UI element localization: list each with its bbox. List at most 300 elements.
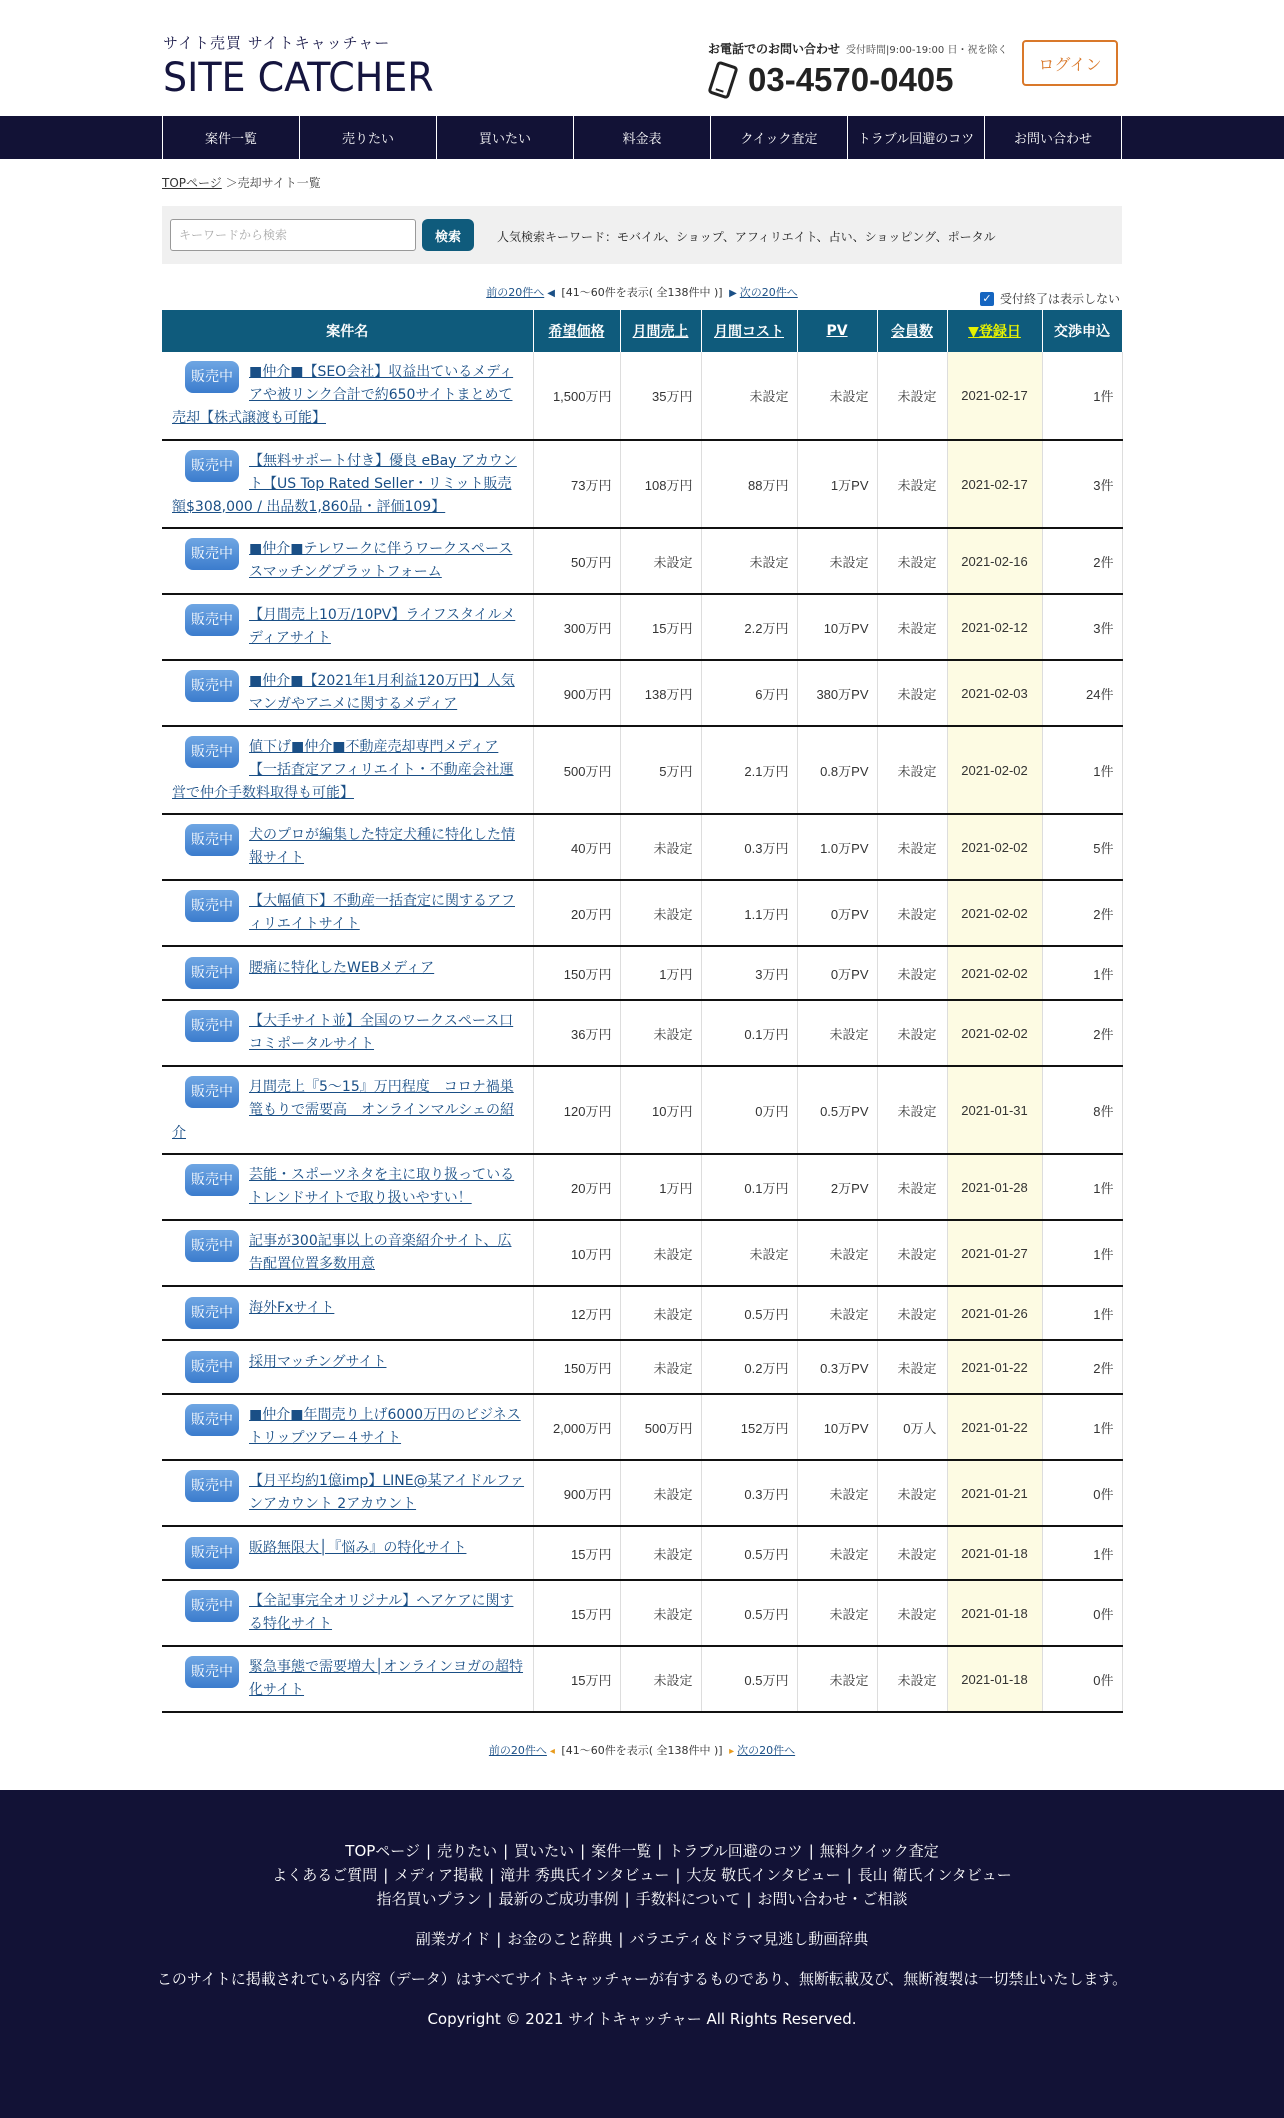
hide-ended-label: 受付終了は表示しない <box>1000 292 1121 306</box>
site-logo[interactable] <box>163 32 448 101</box>
pv-cell: 未設定 <box>797 1646 877 1712</box>
nav-item[interactable]: 料金表 <box>574 116 711 159</box>
listing-title-link[interactable]: 【月間売上10万/10PV】ライフスタイルメディアサイト <box>249 607 516 646</box>
offers-cell: 0件 <box>1042 1646 1122 1712</box>
listing-name-cell <box>162 1580 533 1646</box>
listing-title-link[interactable]: 犬のプロが編集した特定犬種に特化した情報サイト <box>249 827 515 866</box>
pv-cell: 2万PV <box>797 1154 877 1220</box>
pv-cell: 未設定 <box>797 1000 877 1066</box>
pv-cell: 0万PV <box>797 946 877 1000</box>
table-row <box>162 946 1122 1000</box>
pv-cell: 0万PV <box>797 880 877 946</box>
table-header-row <box>162 310 1122 352</box>
sales-cell: 10万円 <box>620 1066 701 1154</box>
listing-title-link[interactable]: 【全記事完全オリジナル】ヘアケアに関する特化サイト <box>249 1593 514 1632</box>
price-cell: 900万円 <box>533 660 620 726</box>
footer-separator: | <box>808 1842 814 1860</box>
nav-item[interactable]: クイック査定 <box>711 116 848 159</box>
status-badge[interactable]: 販売中 <box>185 1164 239 1196</box>
footer-separator: | <box>675 1866 681 1884</box>
footer-links-2 <box>0 1864 1284 1885</box>
pager-info: [41～60件を表示( 全138件中 )] <box>561 286 723 299</box>
price-cell: 15万円 <box>533 1526 620 1580</box>
offers-cell: 1件 <box>1042 1394 1122 1460</box>
offers-cell: 2件 <box>1042 1000 1122 1066</box>
members-cell: 未設定 <box>877 946 947 1000</box>
popular-keywords: 人気検索キーワード：モバイル、ショップ、アフィリエイト、占い、ショッピング、ポータル <box>497 230 996 244</box>
contact-label-line <box>708 40 1008 57</box>
phone-number[interactable]: 03-4570-0405 <box>748 61 954 98</box>
table-row <box>162 726 1122 814</box>
status-badge[interactable]: 販売中 <box>185 957 239 989</box>
cost-cell: 未設定 <box>701 528 797 594</box>
members-cell: 未設定 <box>877 1066 947 1154</box>
footer-copyright: Copyright © 2021 サイトキャッチャー All Rights Reserved. <box>427 2010 857 2028</box>
col-pv-header[interactable] <box>797 310 877 352</box>
listing-title-link[interactable]: 腰痛に特化したWEBメディア <box>249 960 435 976</box>
members-cell: 未設定 <box>877 1580 947 1646</box>
cost-cell: 0万円 <box>701 1066 797 1154</box>
cost-cell: 0.5万円 <box>701 1580 797 1646</box>
listing-name-cell <box>162 528 533 594</box>
table-row <box>162 528 1122 594</box>
pv-cell: 0.5万PV <box>797 1066 877 1154</box>
members-cell: 未設定 <box>877 352 947 440</box>
col-date-header[interactable] <box>947 310 1042 352</box>
date-cell: 2021-02-17 <box>947 440 1042 528</box>
cost-cell: 3万円 <box>701 946 797 1000</box>
footer-link[interactable]: トラブル回避のコツ <box>668 1842 803 1860</box>
sales-cell: 未設定 <box>620 1286 701 1340</box>
footer-links-3 <box>0 1888 1284 1909</box>
price-cell: 73万円 <box>533 440 620 528</box>
status-badge[interactable]: 販売中 <box>185 1076 239 1108</box>
sales-cell: 未設定 <box>620 1526 701 1580</box>
table-row <box>162 594 1122 660</box>
status-badge[interactable]: 販売中 <box>185 670 239 702</box>
table-row <box>162 660 1122 726</box>
sales-cell: 未設定 <box>620 528 701 594</box>
members-cell: 未設定 <box>877 880 947 946</box>
pager-prev-link[interactable]: 前の20件へ <box>486 286 545 299</box>
sales-cell: 1万円 <box>620 946 701 1000</box>
footer-separator: | <box>487 1890 493 1908</box>
listing-name-cell <box>162 1000 533 1066</box>
nav-item[interactable]: 売りたい <box>300 116 437 159</box>
cost-cell: 0.3万円 <box>701 1460 797 1526</box>
table-row <box>162 1580 1122 1646</box>
site-header <box>0 0 1284 116</box>
listing-name-cell <box>162 352 533 440</box>
pv-cell: 0.3万PV <box>797 1340 877 1394</box>
cost-cell: 2.1万円 <box>701 726 797 814</box>
footer-link[interactable]: 買いたい <box>514 1842 575 1860</box>
listing-name-cell <box>162 880 533 946</box>
sort-pv-link[interactable]: PV <box>826 323 848 339</box>
footer-link[interactable]: お問い合わせ・ご相談 <box>757 1890 908 1908</box>
global-nav <box>0 116 1284 159</box>
listing-title-link[interactable]: ■仲介■年間売り上げ6000万円のビジネストリップツアー４サイト <box>249 1407 521 1446</box>
table-row <box>162 1526 1122 1580</box>
price-cell: 1,500万円 <box>533 352 620 440</box>
price-cell: 10万円 <box>533 1220 620 1286</box>
pv-cell: 1万PV <box>797 440 877 528</box>
status-badge[interactable]: 販売中 <box>185 1656 239 1688</box>
price-cell: 900万円 <box>533 1460 620 1526</box>
pager-top <box>162 284 1122 300</box>
offers-cell: 1件 <box>1042 1286 1122 1340</box>
listing-title-link[interactable]: ■仲介■テレワークに伴うワークスペーススマッチングプラットフォーム <box>249 541 513 580</box>
pager-info-bottom: [41～60件を表示( 全138件中 )] <box>561 1744 723 1757</box>
footer-links-4 <box>0 1928 1284 1949</box>
footer-link[interactable]: 無料クイック査定 <box>819 1842 939 1860</box>
checkbox-checked-icon[interactable]: ✓ <box>980 292 994 306</box>
listing-title-link[interactable]: 記事が300記事以上の音楽紹介サイト、広告配置位置多数用意 <box>249 1233 512 1272</box>
status-badge[interactable]: 販売中 <box>185 1470 239 1502</box>
footer-notice: このサイトに掲載されている内容（データ）はすべてサイトキャッチャーが有するものであり、無断転載及び、無断複製は一切禁止いたします。 <box>156 1970 1128 1988</box>
next-arrow-icon: ▶ <box>729 288 737 299</box>
cost-cell: 6万円 <box>701 660 797 726</box>
footer-separator: | <box>580 1842 586 1860</box>
status-badge[interactable]: 販売中 <box>185 736 239 768</box>
col-sales-header[interactable] <box>620 310 701 352</box>
cost-cell: 0.5万円 <box>701 1286 797 1340</box>
members-cell: 未設定 <box>877 1460 947 1526</box>
footer-link[interactable]: 指名買いプラン <box>376 1890 482 1908</box>
col-members-header[interactable] <box>877 310 947 352</box>
pv-cell: 未設定 <box>797 1526 877 1580</box>
sales-cell: 108万円 <box>620 440 701 528</box>
price-cell: 20万円 <box>533 880 620 946</box>
listing-title-link[interactable]: 【大幅値下】不動産一括査定に関するアフィリエイトサイト <box>249 893 515 932</box>
offers-cell: 0件 <box>1042 1580 1122 1646</box>
date-cell: 2021-01-22 <box>947 1340 1042 1394</box>
cost-cell: 152万円 <box>701 1394 797 1460</box>
breadcrumb <box>162 174 321 191</box>
table-row <box>162 1394 1122 1460</box>
listing-name-cell <box>162 1460 533 1526</box>
search-button[interactable]: 検索 <box>422 219 474 251</box>
phone-row <box>708 61 1008 99</box>
listing-title-link[interactable]: 【無料サポート付き】優良 eBay アカウント【US Top Rated Seller・リミット販売額$308,000 / 出品数1,860品・評価109】 <box>172 452 517 515</box>
date-cell: 2021-02-03 <box>947 660 1042 726</box>
site-footer <box>0 1790 1284 2118</box>
cost-cell: 2.2万円 <box>701 594 797 660</box>
sort-sales-link[interactable]: 月間売上 <box>632 324 689 340</box>
price-cell: 150万円 <box>533 946 620 1000</box>
sales-cell: 35万円 <box>620 352 701 440</box>
footer-link[interactable]: バラエティ＆ドラマ見逃し動画辞典 <box>629 1930 869 1948</box>
sales-cell: 500万円 <box>620 1394 701 1460</box>
date-cell: 2021-01-18 <box>947 1646 1042 1712</box>
footer-link[interactable]: 副業ガイド <box>415 1930 491 1948</box>
price-cell: 300万円 <box>533 594 620 660</box>
listing-name-cell <box>162 1154 533 1220</box>
pager-next-link[interactable]: 次の20件へ <box>739 286 798 299</box>
date-cell: 2021-02-02 <box>947 1000 1042 1066</box>
price-cell: 2,000万円 <box>533 1394 620 1460</box>
offers-cell: 2件 <box>1042 1340 1122 1394</box>
price-cell: 12万円 <box>533 1286 620 1340</box>
status-badge[interactable]: 販売中 <box>185 450 239 482</box>
listing-title-link[interactable]: 月間売上『5〜15』万円程度 コロナ禍巣篭もりで需要高 オンラインマルシェの紹介 <box>172 1078 514 1141</box>
table-row <box>162 1646 1122 1712</box>
pv-cell: 未設定 <box>797 1460 877 1526</box>
listing-title-link[interactable]: ■仲介■【2021年1月利益120万円】人気マンガやアニメに関するメディア <box>249 673 515 712</box>
global-nav-items <box>162 116 1122 159</box>
listing-title-link[interactable]: 海外Fxサイト <box>249 1300 335 1316</box>
listing-name-cell <box>162 1340 533 1394</box>
nav-item[interactable]: 案件一覧 <box>163 116 300 159</box>
contact-block <box>708 40 1008 99</box>
members-cell: 未設定 <box>877 594 947 660</box>
nav-item[interactable]: 買いたい <box>437 116 574 159</box>
sort-price-link[interactable]: 希望価格 <box>548 324 605 340</box>
col-name-header: 案件名 <box>162 310 533 352</box>
cost-cell: 88万円 <box>701 440 797 528</box>
cost-cell: 0.5万円 <box>701 1526 797 1580</box>
price-cell: 500万円 <box>533 726 620 814</box>
search-box <box>162 206 1122 264</box>
listing-title-link[interactable]: 【月平均約1億imp】LINE@某アイドルファンアカウント 2アカウント <box>249 1473 525 1512</box>
price-cell: 50万円 <box>533 528 620 594</box>
listing-name-cell <box>162 1646 533 1712</box>
footer-link[interactable]: 最新のご成功事例 <box>498 1890 619 1908</box>
date-cell: 2021-01-18 <box>947 1526 1042 1580</box>
members-cell: 未設定 <box>877 726 947 814</box>
status-badge[interactable]: 販売中 <box>185 1010 239 1042</box>
phone-icon <box>707 60 738 99</box>
cost-cell: 未設定 <box>701 1220 797 1286</box>
cost-cell: 0.2万円 <box>701 1340 797 1394</box>
search-input[interactable] <box>170 219 416 251</box>
listing-title-link[interactable]: 緊急事態で需要増大│オンラインヨガの超特化サイト <box>249 1659 524 1698</box>
members-cell: 未設定 <box>877 1646 947 1712</box>
table-row <box>162 1154 1122 1220</box>
date-cell: 2021-02-02 <box>947 726 1042 814</box>
members-cell: 未設定 <box>877 1220 947 1286</box>
logo-subtitle: サイト売買 サイトキャッチャー <box>163 34 391 52</box>
footer-link[interactable]: よくあるご質問 <box>272 1866 378 1884</box>
breadcrumb-home[interactable]: TOPページ <box>162 176 222 190</box>
table-row <box>162 1000 1122 1066</box>
price-cell: 15万円 <box>533 1580 620 1646</box>
footer-link[interactable]: メディア掲載 <box>394 1866 484 1884</box>
nav-item[interactable]: お問い合わせ <box>985 116 1122 159</box>
sales-cell: 未設定 <box>620 1646 701 1712</box>
listing-name-cell <box>162 946 533 1000</box>
date-cell: 2021-01-22 <box>947 1394 1042 1460</box>
prev-arrow-icon: ◀ <box>547 288 555 299</box>
table-row <box>162 814 1122 880</box>
sort-date-link[interactable]: ▼登録日 <box>968 324 1021 340</box>
footer-link[interactable]: 滝井 秀典氏インタビュー <box>500 1866 670 1884</box>
prev-arrow-icon: ◂ <box>549 1746 555 1757</box>
offers-cell: 1件 <box>1042 726 1122 814</box>
pv-cell: 10万PV <box>797 1394 877 1460</box>
sales-cell: 15万円 <box>620 594 701 660</box>
footer-link[interactable]: TOPページ <box>345 1842 420 1860</box>
table-row <box>162 1340 1122 1394</box>
sales-cell: 未設定 <box>620 1340 701 1394</box>
pv-cell: 未設定 <box>797 1580 877 1646</box>
status-badge[interactable]: 販売中 <box>185 1590 239 1622</box>
footer-link[interactable]: お金のこと辞典 <box>507 1930 613 1948</box>
status-badge[interactable]: 販売中 <box>185 1404 239 1436</box>
date-cell: 2021-02-02 <box>947 880 1042 946</box>
pv-cell: 10万PV <box>797 594 877 660</box>
date-cell: 2021-02-02 <box>947 946 1042 1000</box>
members-cell: 0万人 <box>877 1394 947 1460</box>
members-cell: 未設定 <box>877 1154 947 1220</box>
offers-cell: 1件 <box>1042 1526 1122 1580</box>
pv-cell: 380万PV <box>797 660 877 726</box>
footer-separator: | <box>746 1890 752 1908</box>
sales-cell: 未設定 <box>620 1000 701 1066</box>
listing-name-cell <box>162 1220 533 1286</box>
pager-prev-link-bottom[interactable]: 前の20件へ <box>488 1744 547 1757</box>
status-badge[interactable]: 販売中 <box>185 1297 239 1329</box>
members-cell: 未設定 <box>877 528 947 594</box>
table-row <box>162 352 1122 440</box>
status-badge[interactable]: 販売中 <box>185 1537 239 1569</box>
offers-cell: 2件 <box>1042 528 1122 594</box>
col-price-header[interactable] <box>533 310 620 352</box>
sales-cell: 5万円 <box>620 726 701 814</box>
listing-title-link[interactable]: 採用マッチングサイト <box>249 1354 387 1370</box>
offers-cell: 24件 <box>1042 660 1122 726</box>
offers-cell: 1件 <box>1042 1220 1122 1286</box>
price-cell: 150万円 <box>533 1340 620 1394</box>
col-offers-header: 交渉申込 <box>1042 310 1122 352</box>
nav-item[interactable]: トラブル回避のコツ <box>848 116 985 159</box>
date-cell: 2021-01-18 <box>947 1580 1042 1646</box>
pv-cell: 未設定 <box>797 528 877 594</box>
listing-title-link[interactable]: 値下げ■仲介■不動産売却専門メディア【一括査定アフィリエイト・不動産会社運営で仲介手数料取得も可能】 <box>172 738 514 801</box>
price-cell: 15万円 <box>533 1646 620 1712</box>
footer-separator: | <box>657 1842 663 1860</box>
pv-cell: 1.0万PV <box>797 814 877 880</box>
listing-table-body <box>162 352 1122 1712</box>
pager-bottom <box>162 1742 1122 1758</box>
footer-separator: | <box>426 1842 432 1860</box>
status-badge[interactable]: 販売中 <box>185 361 239 393</box>
footer-separator: | <box>624 1890 630 1908</box>
cost-cell: 0.1万円 <box>701 1000 797 1066</box>
status-badge[interactable]: 販売中 <box>185 604 239 636</box>
date-cell: 2021-01-21 <box>947 1460 1042 1526</box>
login-button[interactable]: ログイン <box>1022 40 1118 86</box>
date-cell: 2021-01-28 <box>947 1154 1042 1220</box>
date-cell: 2021-02-12 <box>947 594 1042 660</box>
col-cost-header[interactable] <box>701 310 797 352</box>
pv-cell: 未設定 <box>797 352 877 440</box>
offers-cell: 3件 <box>1042 594 1122 660</box>
table-row <box>162 1220 1122 1286</box>
date-cell: 2021-02-16 <box>947 528 1042 594</box>
listing-title-link[interactable]: 【大手サイト並】全国のワークスペース口コミポータルサイト <box>249 1013 514 1052</box>
pv-cell: 0.8万PV <box>797 726 877 814</box>
footer-link[interactable]: 案件一覧 <box>591 1842 652 1860</box>
hide-ended-toggle[interactable] <box>980 290 1120 307</box>
members-cell: 未設定 <box>877 1340 947 1394</box>
footer-link[interactable]: 手数料について <box>635 1890 741 1908</box>
sort-members-link[interactable]: 会員数 <box>891 324 933 340</box>
footer-separator: | <box>489 1866 495 1884</box>
offers-cell: 5件 <box>1042 814 1122 880</box>
status-badge[interactable]: 販売中 <box>185 824 239 856</box>
cost-cell: 0.3万円 <box>701 814 797 880</box>
date-cell: 2021-01-31 <box>947 1066 1042 1154</box>
breadcrumb-current: ＞売却サイト一覧 <box>225 176 321 190</box>
date-cell: 2021-01-27 <box>947 1220 1042 1286</box>
listing-name-cell <box>162 726 533 814</box>
offers-cell: 8件 <box>1042 1066 1122 1154</box>
next-arrow-icon: ▸ <box>729 1746 735 1757</box>
sales-cell: 未設定 <box>620 1220 701 1286</box>
date-cell: 2021-01-26 <box>947 1286 1042 1340</box>
logo-title: SITE CATCHER <box>163 55 434 101</box>
listing-name-cell <box>162 1066 533 1154</box>
cost-cell: 1.1万円 <box>701 880 797 946</box>
members-cell: 未設定 <box>877 1286 947 1340</box>
footer-link[interactable]: 長山 衛氏インタビュー <box>857 1866 1012 1884</box>
listing-name-cell <box>162 1286 533 1340</box>
sales-cell: 138万円 <box>620 660 701 726</box>
footer-separator: | <box>496 1930 502 1948</box>
price-cell: 40万円 <box>533 814 620 880</box>
status-badge[interactable]: 販売中 <box>185 1230 239 1262</box>
footer-separator: | <box>383 1866 389 1884</box>
listing-name-cell <box>162 594 533 660</box>
footer-separator: | <box>846 1866 852 1884</box>
table-row <box>162 880 1122 946</box>
status-badge[interactable]: 販売中 <box>185 890 239 922</box>
offers-cell: 1件 <box>1042 352 1122 440</box>
price-cell: 20万円 <box>533 1154 620 1220</box>
listing-title-link[interactable]: 販路無限大│『悩み』の特化サイト <box>249 1540 467 1556</box>
pv-cell: 未設定 <box>797 1220 877 1286</box>
pager-next-link-bottom[interactable]: 次の20件へ <box>737 1744 796 1757</box>
cost-cell: 未設定 <box>701 352 797 440</box>
table-row <box>162 440 1122 528</box>
members-cell: 未設定 <box>877 1000 947 1066</box>
cost-cell: 0.5万円 <box>701 1646 797 1712</box>
price-cell: 36万円 <box>533 1000 620 1066</box>
listing-table <box>162 310 1123 1713</box>
listing-name-cell <box>162 814 533 880</box>
footer-links-1 <box>0 1840 1284 1861</box>
sales-cell: 未設定 <box>620 1460 701 1526</box>
status-badge[interactable]: 販売中 <box>185 538 239 570</box>
contact-label: お電話でのお問い合わせ <box>708 42 841 56</box>
members-cell: 未設定 <box>877 814 947 880</box>
cost-cell: 0.1万円 <box>701 1154 797 1220</box>
table-row <box>162 1460 1122 1526</box>
footer-separator: | <box>618 1930 624 1948</box>
status-badge[interactable]: 販売中 <box>185 1351 239 1383</box>
listing-title-link[interactable]: 芸能・スポーツネタを主に取り扱っているトレンドサイトで取り扱いやすい！ <box>249 1167 515 1206</box>
listing-name-cell <box>162 660 533 726</box>
table-row <box>162 1286 1122 1340</box>
sort-cost-link[interactable]: 月間コスト <box>714 324 784 340</box>
pv-cell: 未設定 <box>797 1286 877 1340</box>
listing-title-link[interactable]: ■仲介■【SEO会社】収益出ているメディアや被リンク合計で約650サイトまとめて売却【株式譲渡も可能】 <box>172 364 514 426</box>
footer-link[interactable]: 大友 敬氏インタビュー <box>686 1866 841 1884</box>
footer-separator: | <box>503 1842 509 1860</box>
footer-link[interactable]: 売りたい <box>437 1842 498 1860</box>
sales-cell: 1万円 <box>620 1154 701 1220</box>
